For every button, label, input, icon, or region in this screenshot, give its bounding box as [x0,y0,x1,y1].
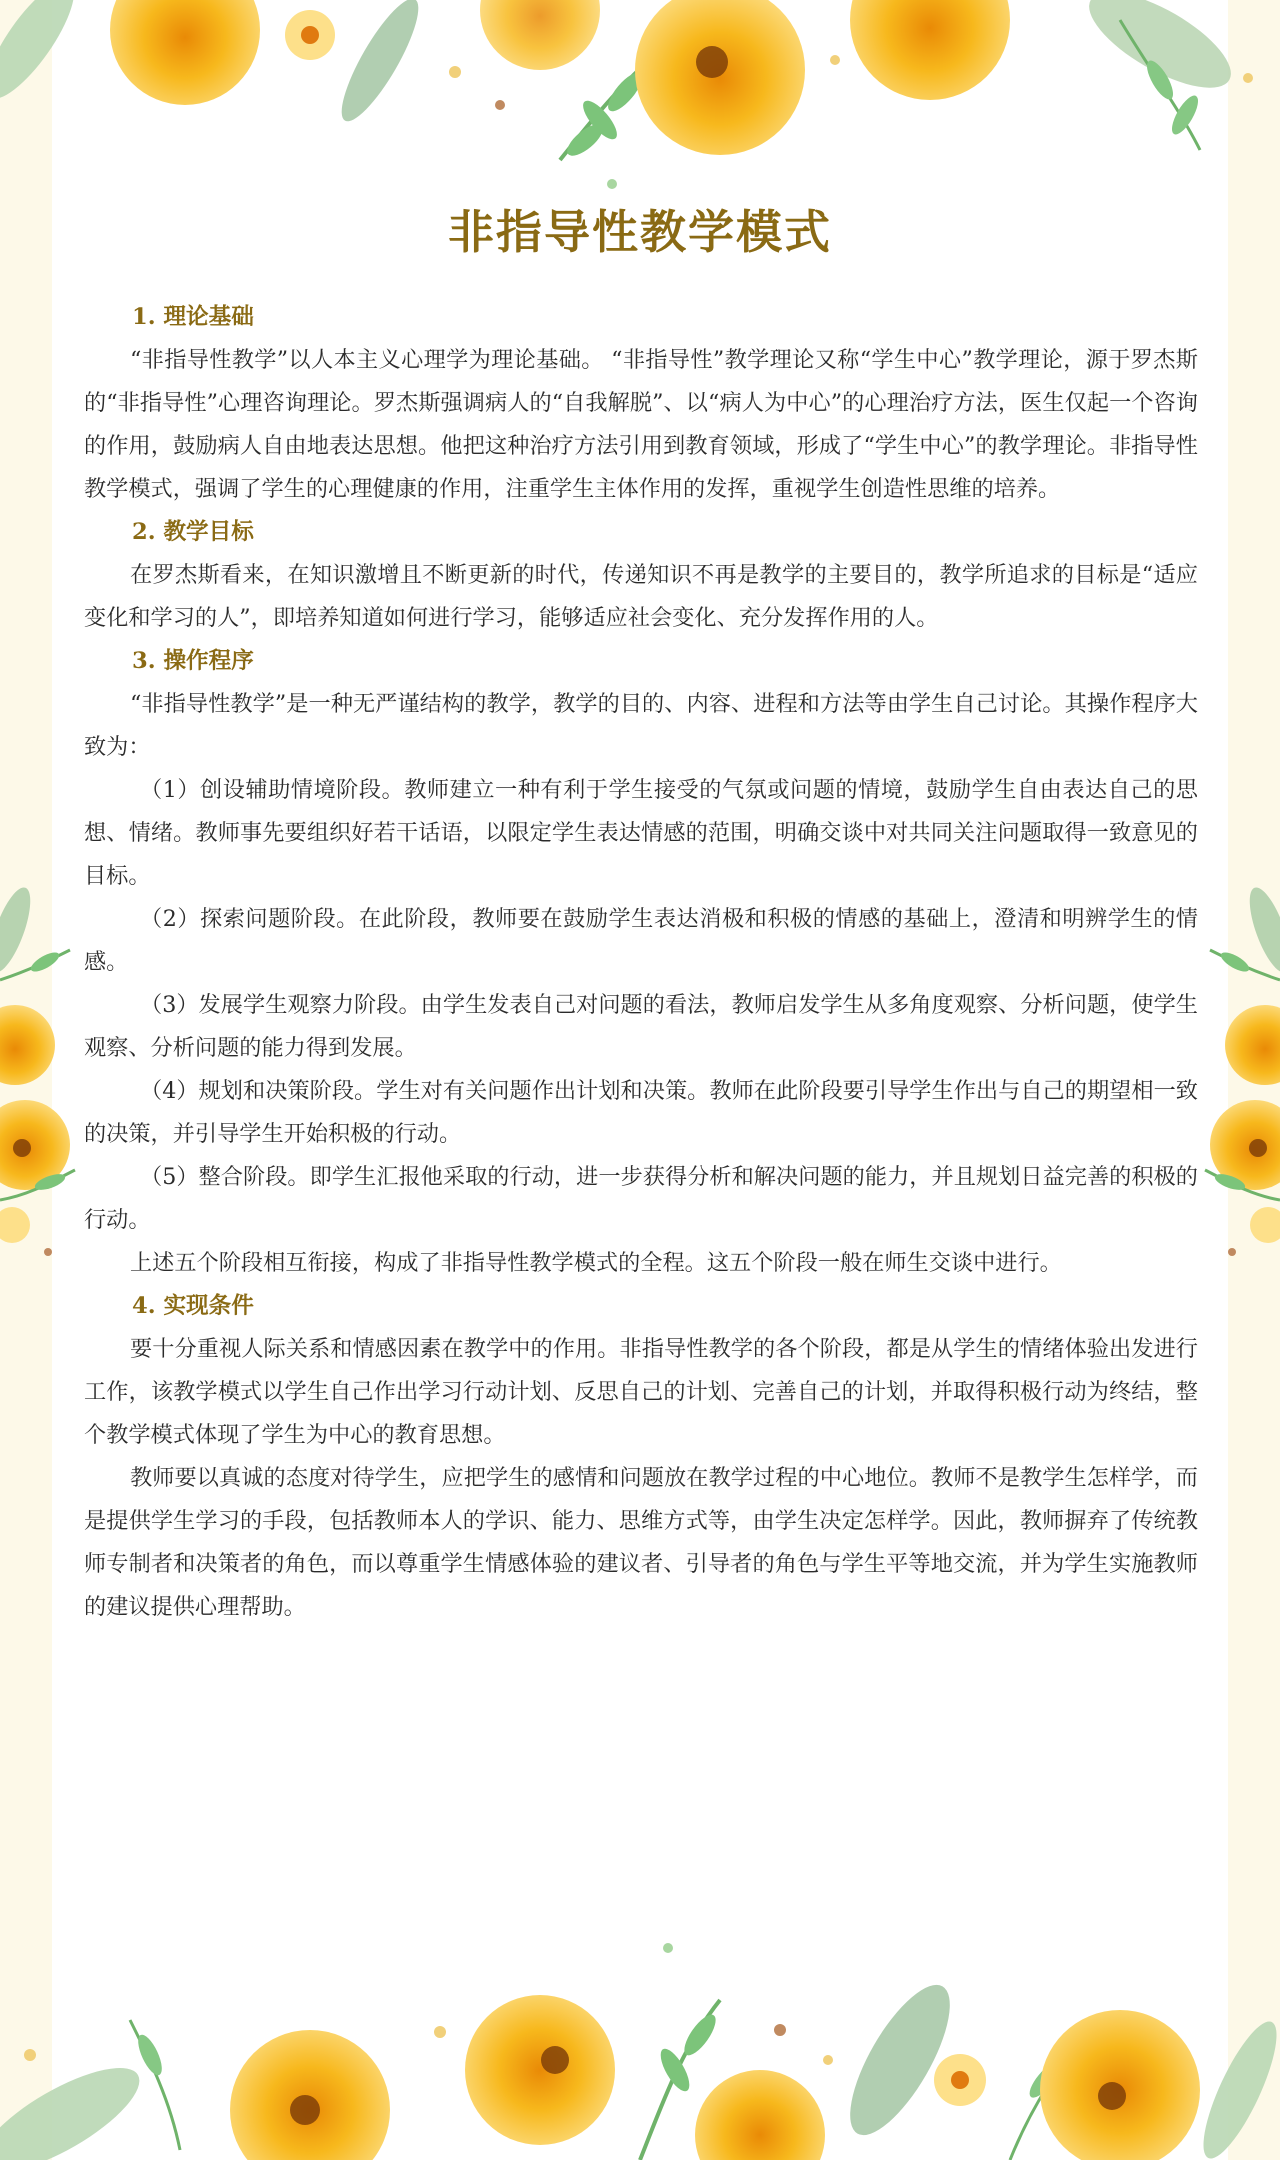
paragraph: “非指导性教学”是一种无严谨结构的教学，教学的目的、内容、进程和方法等由学生自己讨论。其操作程序大致为： [84,691,1198,760]
procedure-step: （4）规划和决策阶段。学生对有关问题作出计划和决策。教师在此阶段要引导学生作出与自己的期望相一致的决策，并引导学生开始积极的行动。 [84,1078,1198,1147]
paragraph: 在罗杰斯看来，在知识激增且不断更新的时代，传递知识不再是教学的主要目的，教学所追求的目标是“适应变化和学习的人”，即培养知道如何进行学习，能够适应社会变化、充分发挥作用的人。 [84,562,1198,631]
procedure-step: （2）探索问题阶段。在此阶段，教师要在鼓励学生表达消极和积极的情感的基础上，澄清和明辨学生的情感。 [84,906,1198,975]
article-body [84,296,1198,1629]
paragraph: 上述五个阶段相互衔接，构成了非指导性教学模式的全程。这五个阶段一般在师生交谈中进行。 [130,1250,1062,1276]
paragraph: “非指导性教学”以人本主义心理学为理论基础。 “非指导性”教学理论又称“学生中心”教学理论，源于罗杰斯的“非指导性”心理咨询理论。罗杰斯强调病人的“自我解脱”、以“病人为中心”的心理治疗方法，医生仅起一个咨询的作用，鼓励病人自由地表达思想。他把这种治疗方法引用到教育领域，形成了“学生中心”的教学理论。非指导性教学模式，强调了学生的心理健康的作用，注重学生主体作用的发挥，重视学生创造性思维的培养。 [84,347,1198,502]
section-heading-conditions: 4. 实现条件 [132,1293,254,1319]
section-heading-goals: 2. 教学目标 [132,519,254,545]
procedure-step: （3）发展学生观察力阶段。由学生发表自己对问题的看法，教师启发学生从多角度观察、分析问题，使学生观察、分析问题的能力得到发展。 [84,992,1198,1061]
paragraph: 教师要以真诚的态度对待学生，应把学生的感情和问题放在教学过程的中心地位。教师不是教学生怎样学，而是提供学生学习的手段，包括教师本人的学识、能力、思维方式等，由学生决定怎样学。因此，教师摒弃了传统教师专制者和决策者的角色，而以尊重学生情感体验的建议者、引导者的角色与学生平等地交流，并为学生实施教师的建议提供心理帮助。 [84,1465,1198,1620]
section-heading-theory: 1. 理论基础 [132,304,254,330]
section-heading-procedure: 3. 操作程序 [132,648,254,674]
page-title: 非指导性教学模式 [448,205,832,259]
procedure-step: （1）创设辅助情境阶段。教师建立一种有利于学生接受的气氛或问题的情境，鼓励学生自由表达自己的思想、情绪。教师事先要组织好若干话语，以限定学生表达情感的范围，明确交谈中对共同关注问题取得一致意见的目标。 [84,777,1198,889]
paragraph: 要十分重视人际关系和情感因素在教学中的作用。非指导性教学的各个阶段，都是从学生的情绪体验出发进行工作，该教学模式以学生自己作出学习行动计划、反思自己的计划、完善自己的计划，并取得积极行动为终结，整个教学模式体现了学生为中心的教育思想。 [84,1336,1198,1448]
procedure-step: （5）整合阶段。即学生汇报他采取的行动，进一步获得分析和解决问题的能力，并且规划日益完善的积极的行动。 [84,1164,1198,1233]
